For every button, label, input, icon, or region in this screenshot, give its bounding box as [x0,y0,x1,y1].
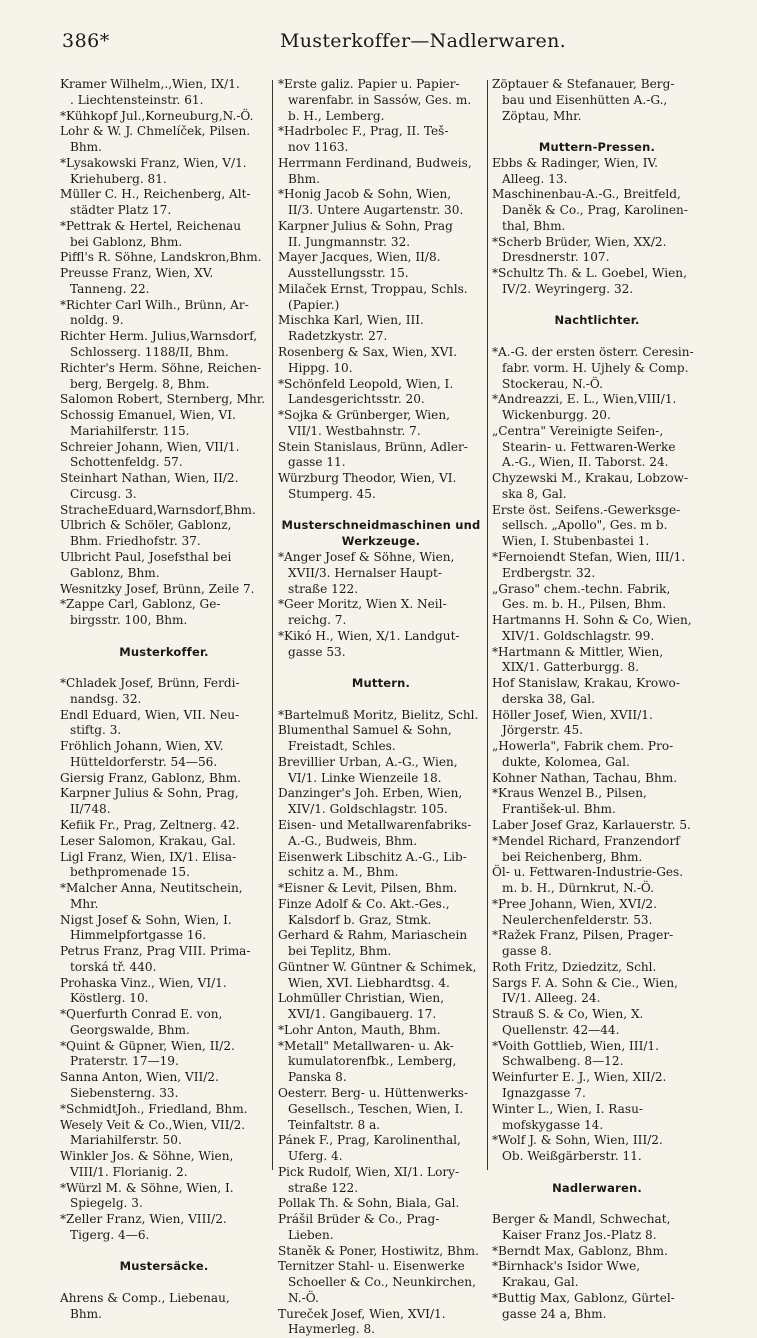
entry-line: Lohr & W. J. Chmelíček, Pilsen. [60,124,251,139]
entry-line: thal, Bhm. [502,218,566,233]
entry-line: Brevillier Urban, A.-G., Wien, [278,754,458,769]
entry-line: *Buttig Max, Gablonz, Gürtel- [492,1290,675,1305]
entry-line: Hütteldorferstr. 54—56. [70,754,218,769]
entry-line: Ligl Franz, Wien, IX/1. Elisa- [60,849,237,864]
entry-line: mofskygasse 14. [502,1117,604,1132]
column-middle [278,77,484,1338]
entry-line: *Hartmann & Mittler, Wien, [492,644,664,659]
entry-line: Stumperg. 45. [288,486,376,501]
entry-line: XIV/1. Goldschlagstr. 105. [288,802,448,817]
entry-line: Prášil Brüder & Co., Prag- [278,1212,440,1227]
blank-line [60,1275,268,1291]
entry-line: Steinhart Nathan, Wien, II/2. [60,471,239,486]
entry-line: *Quint & Güpner, Wien, II/2. [60,1038,235,1053]
entry-line: *Mendel Richard, Franzendorf [492,833,680,848]
entry-line: Ternitzer Stahl- u. Eisenwerke [278,1259,465,1274]
entry-line: Bhm. Friedhofstr. 37. [70,534,201,549]
entry-line: Bhm. [70,1306,102,1321]
entry-line: Stein Stanislaus, Brünn, Adler- [278,439,468,454]
entry-line: Güntner W. Güntner & Schimek, [278,959,477,974]
entry-line: Lohmüller Christian, Wien, [278,991,445,1006]
entry-line: Tigerg. 4—6. [70,1227,150,1242]
entry-line: gasse 8. [502,944,552,959]
section-heading: Nachtlichter. [554,313,640,328]
entry-line: Ges. m. b. H., Pilsen, Bhm. [502,597,667,612]
entry-line: Laber Josef Graz, Karlauerstr. 5. [492,817,691,832]
entry-line: Kohner Nathan, Tachau, Bhm. [492,770,678,785]
entry-line: Pick Rudolf, Wien, XI/1. Lory- [278,1164,460,1179]
entry-line: Sargs F. A. Sohn & Cie., Wien, [492,975,678,990]
blank-line [278,660,484,676]
column-left [60,77,268,1322]
entry-line: . Liechtensteinstr. 61. [70,92,204,107]
entry-line: m. b. H., Dürnkrut, N.-Ö. [502,881,654,896]
entry-line: II. Jungmannstr. 32. [288,234,411,249]
entry-line: Alleeg. 13. [502,171,568,186]
blank-line [60,1244,268,1260]
entry-line: Gesellsch., Teschen, Wien, I. [288,1101,464,1116]
entry-line: A.-G., Wien, II. Taborst. 24. [502,455,669,470]
entry-line: Ulbricht Paul, Josefsthal bei [60,549,232,564]
entry-line: Panska 8. [288,1070,347,1085]
entry-line: Hof Stanislaw, Krakau, Krowo- [492,676,680,691]
page-number: 386* [62,30,110,52]
entry-line: gasse 24 a, Bhm. [502,1306,607,1321]
entry-line: Mariahilferstr. 115. [70,423,190,438]
entry-line: Stearin- u. Fettwaren-Werke [502,439,676,454]
entry-line: Schoeller & Co., Neunkirchen, [288,1275,476,1290]
entry-line: Weinfurter E. J., Wien, XII/2. [492,1070,667,1085]
entry-line: Fröhlich Johann, Wien, XV. [60,739,224,754]
section-heading: Muttern-Pressen. [538,140,656,155]
entry-line: IV/2. Weyringerg. 32. [502,281,634,296]
entry-line: b. H., Lemberg. [288,108,385,123]
entry-line: Maschinenbau-A.-G., Breitfeld, [492,187,681,202]
entry-line: *Kraus Wenzel B., Pilsen, [492,786,647,801]
entry-line: Höller Josef, Wien, XVII/1. [492,707,653,722]
entry-line: Bhm. [288,171,320,186]
entry-line: Rosenberg & Sax, Wien, XVI. [278,345,458,360]
entry-line: *Metall" Metallwaren- u. Ak- [278,1038,454,1053]
page-title: Musterkoffer—Nadlerwaren. [280,30,566,52]
entry-line: *Bartelmuß Moritz, Bielitz, Schl. [278,707,479,722]
entry-line: Erste öst. Seifens.-Gewerksge- [492,502,681,517]
entry-line: (Papier.) [288,297,340,312]
entry-line: *Lohr Anton, Mauth, Bhm. [278,1022,441,1037]
entry-line: Wesnitzky Josef, Brünn, Zeile 7. [60,581,255,596]
entry-line: *Kikó H., Wien, X/1. Landgut- [278,628,460,643]
entry-line: Winter L., Wien, I. Rasu- [492,1101,643,1116]
entry-line: *Scherb Brüder, Wien, XX/2. [492,234,667,249]
entry-line: Ignazgasse 7. [502,1086,586,1100]
entry-line: Karpner Julius & Sohn, Prag [278,218,453,233]
entry-line: Schossig Emanuel, Wien, VI. [60,408,236,423]
entry-line: Georgswalde, Bhm. [70,1022,190,1037]
entry-line: Kriehuberg. 81. [70,171,167,186]
entry-line: Preusse Franz, Wien, XV. [60,266,214,281]
entry-line: „Centra" Vereinigte Seifen-, [492,423,664,438]
entry-line: XIV/1. Goldschlagstr. 99. [502,628,655,643]
entry-line: Würzburg Theodor, Wien, VI. [278,471,457,486]
column-right [492,77,702,1322]
entry-line: Uferg. 4. [288,1149,343,1164]
entry-line: „Howerla", Fabrik chem. Pro- [492,739,674,754]
entry-line: Radetzkystr. 27. [288,329,388,344]
entry-line: Eisen- und Metallwarenfabriks- [278,817,472,832]
entry-line: II/748. [70,802,111,817]
entry-line: *Würzl M. & Söhne, Wien, I. [60,1180,234,1195]
entry-line: Schreier Johann, Wien, VII/1. [60,439,240,454]
entry-line: Zöptau, Mhr. [502,108,582,123]
entry-line: bei Reichenberg, Bhm. [502,849,643,864]
entry-line: Gerhard & Rahm, Mariaschein [278,928,468,943]
entry-line: derska 38, Gal. [502,691,595,706]
entry-line: straße 122. [288,581,359,596]
entry-line: Müller C. H., Reichenberg, Alt- [60,187,251,202]
entry-line: Öl- u. Fettwaren-Industrie-Ges. [492,865,684,880]
entry-line: Haymerleg. 8. [288,1322,375,1337]
entry-line: Kefiik Fr., Prag, Zeltnerg. 42. [60,817,240,832]
entry-line: Freistadt, Schles. [288,739,396,754]
entry-line: Himmelpfortgasse 16. [70,928,207,943]
entry-line: *Lysakowski Franz, Wien, V/1. [60,155,247,170]
entry-line: Richter's Herm. Söhne, Reichen- [60,360,262,375]
entry-line: bau und Eisenhütten A.-G., [502,92,668,107]
entry-line: František-ul. Bhm. [502,802,616,817]
blank-line [492,1165,702,1181]
entry-line: *A.-G. der ersten österr. Ceresin- [492,345,694,360]
entry-line: II/3. Untere Augartenstr. 30. [288,203,464,218]
entry-line: Kaiser Franz Jos.-Platz 8. [502,1227,657,1242]
blank-line [492,298,702,314]
entry-line: reichg. 7. [288,613,347,628]
entry-line: fabr. vorm. H. Ujhely & Comp. [502,360,689,375]
entry-line: ska 8, Gal. [502,486,567,501]
entry-line: *SchmidtJoh., Friedland, Bhm. [60,1101,248,1116]
section-heading: Muttern. [351,676,411,691]
entry-line: Eisenwerk Libschitz A.-G., Lib- [278,849,467,864]
entry-line: Pollak Th. & Sohn, Biala, Gal. [278,1196,460,1211]
entry-line: Daněk & Co., Prag, Karolinen- [502,203,688,218]
entry-line: Schlosserg. 1188/II, Bhm. [70,345,229,360]
entry-line: Ob. Weißgärberstr. 11. [502,1149,642,1164]
blank-line [60,660,268,676]
blank-line [60,629,268,645]
entry-line: Krakau, Gal. [502,1275,579,1290]
blank-line [492,329,702,345]
entry-line: nov 1163. [288,140,349,155]
entry-line: *Andreazzi, E. L., Wien,VIII/1. [492,392,677,407]
entry-line: Richter Herm. Julius,Warnsdorf, [60,329,258,344]
entry-line: Zöptauer & Stefanauer, Berg- [492,77,675,91]
entry-line: VII/1. Westbahnstr. 7. [288,423,421,438]
entry-line: *Chladek Josef, Brünn, Ferdi- [60,676,240,691]
entry-line: Dresdnerstr. 107. [502,250,610,265]
entry-line: kumulatorenfbk., Lemberg, [288,1054,457,1069]
entry-line: Chyzewski M., Krakau, Lobzow- [492,471,689,486]
entry-line: Bhm. [70,140,102,155]
entry-line: Winkler Jos. & Söhne, Wien, [60,1149,234,1164]
entry-line: Ausstellungsstr. 15. [288,266,409,281]
entry-line: *Wolf J. & Sohn, Wien, III/2. [492,1133,663,1148]
entry-line: *Voith Gottlieb, Wien, III/1. [492,1038,659,1053]
column-divider-right [487,80,488,1170]
entry-line: XVI/1. Gangibauerg. 17. [288,1007,437,1022]
entry-line: Staněk & Poner, Hostiwitz, Bhm. [278,1243,479,1258]
entry-line: Salomon Robert, Sternberg, Mhr. [60,392,266,407]
entry-line: Blumenthal Samuel & Sohn, [278,723,452,738]
entry-line: *Schultz Th. & L. Goebel, Wien, [492,266,687,281]
entry-line: Wien, XVI. Liebhardtsg. 4. [288,975,450,990]
entry-line: gasse 11. [288,455,346,470]
section-heading: Musterschneidmaschinen und [281,518,481,533]
entry-line: Mhr. [70,896,99,911]
section-heading: Mustersäcke. [119,1259,209,1274]
entry-line: Gablonz, Bhm. [70,565,160,580]
entry-line: *Sojka & Grünberger, Wien, [278,408,450,423]
entry-line: Neulerchenfelderstr. 53. [502,912,653,927]
entry-line: dukte, Kolomea, Gal. [502,754,630,769]
entry-line: schitz a. M., Bhm. [288,865,399,880]
entry-line: Spiegelg. 3. [70,1196,143,1211]
entry-line: nandsg. 32. [70,691,142,706]
entry-line: *Birnhack's Isidor Wwe, [492,1259,641,1274]
blank-line [492,124,702,140]
entry-line: N.-Ö. [288,1290,319,1305]
entry-line: „Graso" chem.-techn. Fabrik, [492,581,671,596]
entry-line: bei Teplitz, Bhm. [288,944,392,959]
entry-line: bei Gablonz, Bhm. [70,234,183,249]
entry-line: Strauß S. & Co, Wien, X. [492,1007,644,1022]
entry-line: Lieben. [288,1227,334,1242]
entry-line: Hippg. 10. [288,360,353,375]
entry-line: *Richter Carl Wilh., Brünn, Ar- [60,297,249,312]
entry-line: Praterstr. 17—19. [70,1054,179,1069]
entry-line: *Ražek Franz, Pilsen, Prager- [492,928,674,943]
entry-line: *Schönfeld Leopold, Wien, I. [278,376,454,391]
entry-line: Herrmann Ferdinand, Budweis, [278,155,472,170]
blank-line [278,692,484,708]
entry-line: Milaček Ernst, Troppau, Schls. [278,281,468,296]
entry-line: Oesterr. Berg- u. Hüttenwerks- [278,1086,469,1100]
entry-line: Mischka Karl, Wien, III. [278,313,424,328]
entry-line: Prohaska Vinz., Wien, VI/1. [60,975,227,990]
column-divider-left [272,80,273,1170]
entry-line: Ebbs & Radinger, Wien, IV. [492,155,658,170]
entry-line: berg, Bergelg. 8, Bhm. [70,376,210,391]
entry-line: Schottenfeldg. 57. [70,455,183,470]
entry-line: Circusg. 3. [70,486,137,501]
entry-line: Giersig Franz, Gablonz, Bhm. [60,770,241,785]
entry-line: stiftg. 3. [70,723,122,738]
entry-line: Sanna Anton, Wien, VII/2. [60,1070,219,1085]
entry-line: IV/1. Alleeg. 24. [502,991,601,1006]
entry-line: *Zappe Carl, Gablonz, Ge- [60,597,221,612]
entry-line: bethpromenade 15. [70,865,190,880]
entry-line: Finze Adolf & Co. Akt.-Ges., [278,896,450,911]
entry-line: Wickenburgg. 20. [502,408,611,423]
entry-line: gasse 53. [288,644,346,659]
entry-line: noldg. 9. [70,313,124,328]
entry-line: Mariahilferstr. 50. [70,1133,182,1148]
entry-line: Petrus Franz, Prag VIII. Prima- [60,944,251,959]
blank-line [492,1196,702,1212]
entry-line: StracheEduard,Warnsdorf,Bhm. [60,502,256,517]
entry-line: VIII/1. Florianig. 2. [70,1164,188,1179]
entry-line: birgsstr. 100, Bhm. [70,613,188,628]
entry-line: Tureček Josef, Wien, XVI/1. [278,1306,446,1321]
entry-line: Roth Fritz, Dziedzitz, Schl. [492,959,657,974]
section-heading: Werkzeuge. [341,534,421,549]
entry-line: Endl Eduard, Wien, VII. Neu- [60,707,240,722]
entry-line: *Eisner & Levit, Pilsen, Bhm. [278,881,458,896]
entry-line: Jörgerstr. 45. [502,723,584,738]
entry-line: Quellenstr. 42—44. [502,1022,620,1037]
entry-line: VI/1. Linke Wienzeile 18. [288,770,442,785]
page-header [0,30,757,66]
entry-line: *Fernoiendt Stefan, Wien, III/1. [492,549,686,564]
entry-line: *Pree Johann, Wien, XVI/2. [492,896,657,911]
entry-line: Nigst Josef & Sohn, Wien, I. [60,912,232,927]
entry-line: *Berndt Max, Gablonz, Bhm. [492,1243,668,1258]
section-heading: Nadlerwaren. [552,1180,642,1195]
entry-line: Danzinger's Joh. Erben, Wien, [278,786,463,801]
section-heading: Musterkoffer. [119,644,209,659]
entry-line: *Anger Josef & Söhne, Wien, [278,549,455,564]
entry-line: Stockerau, N.-Ö. [502,376,603,391]
entry-line: XIX/1. Gatterburgg. 8. [502,660,640,675]
entry-line: *Erste galiz. Papier u. Papier- [278,77,460,91]
entry-line: Landesgerichtsstr. 20. [288,392,425,407]
entry-line: Karpner Julius & Sohn, Prag, [60,786,239,801]
entry-line: Erdbergstr. 32. [502,565,596,580]
entry-line: Piffl's R. Söhne, Landskron,Bhm. [60,250,262,265]
entry-line: Tanneng. 22. [70,281,150,296]
entry-line: Pánek F., Prag, Karolinenthal, [278,1133,461,1148]
entry-line: Berger & Mandl, Schwechat, [492,1212,671,1227]
entry-line: A.-G., Budweis, Bhm. [288,833,418,848]
entry-line: *Zeller Franz, Wien, VIII/2. [60,1212,227,1227]
entry-line: XVII/3. Hernalser Haupt- [288,565,442,580]
entry-line: warenfabr. in Sassów, Ges. m. [288,92,472,107]
entry-line: Hartmanns H. Sohn & Co, Wien, [492,613,692,628]
entry-line: *Pettrak & Hertel, Reichenau [60,218,241,233]
entry-line: Siebensterng. 33. [70,1086,179,1100]
entry-line: Kramer Wilhelm,.,Wien, IX/1. [60,77,240,91]
entry-line: *Kühkopf Jul.,Korneuburg,N.-Ö. [60,108,254,123]
entry-line: Mayer Jacques, Wien, II/8. [278,250,441,265]
entry-line: *Querfurth Conrad E. von, [60,1007,223,1022]
entry-line: Wien, I. Stubenbastei 1. [502,534,650,549]
entry-line: straße 122. [288,1180,359,1195]
entry-line: Ahrens & Comp., Liebenau, [60,1290,230,1305]
entry-line: torská tř. 440. [70,959,157,974]
entry-line: *Hadrbolec F., Prag, II. Teš- [278,124,449,139]
entry-line: sellsch. „Apollo", Ges. m b. [502,518,668,533]
entry-line: Ulbrich & Schöler, Gablonz, [60,518,232,533]
entry-line: *Honig Jacob & Sohn, Wien, [278,187,452,202]
entry-line: Schwalbeng. 8—12. [502,1054,624,1069]
entry-line: Teinfaltstr. 8 a. [288,1117,381,1132]
entry-line: Köstlerg. 10. [70,991,149,1006]
entry-line: *Geer Moritz, Wien X. Neil- [278,597,447,612]
entry-line: Wesely Veit & Co.,Wien, VII/2. [60,1117,246,1132]
entry-line: *Malcher Anna, Neutitschein, [60,881,243,896]
blank-line [278,503,484,519]
entry-line: Leser Salomon, Krakau, Gal. [60,833,236,848]
entry-line: Kalsdorf b. Graz, Stmk. [288,912,432,927]
entry-line: städter Platz 17. [70,203,172,218]
